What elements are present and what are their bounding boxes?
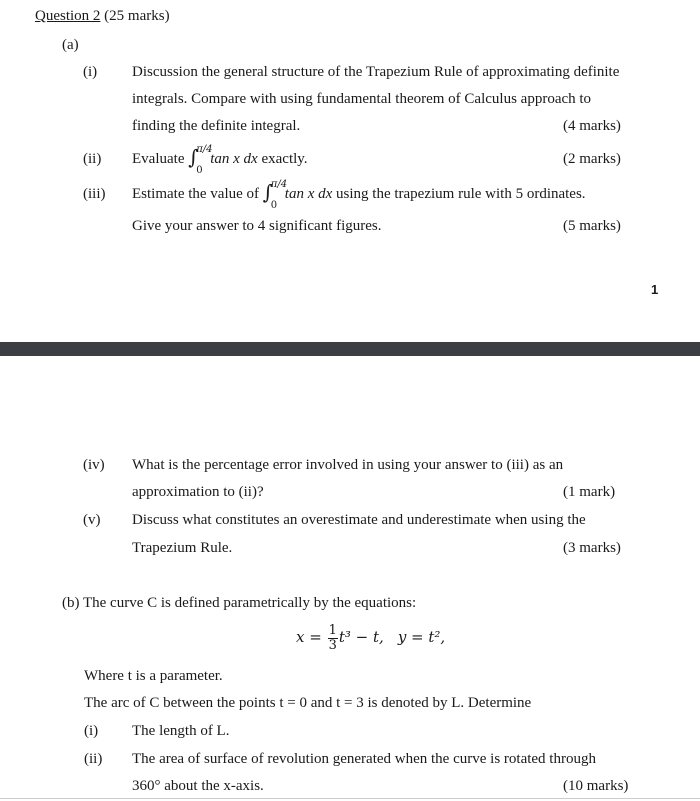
- item-b-ii-marks: (10 marks): [563, 778, 629, 794]
- page-separator: [0, 342, 700, 356]
- x-lhs: x =: [296, 628, 327, 646]
- item-a-ii-before: Evaluate: [132, 151, 189, 167]
- integral-symbol: [262, 178, 288, 211]
- parameter-note: Where t is a parameter.: [84, 668, 223, 684]
- item-a-iii-marks: (5 marks): [563, 218, 621, 234]
- part-b-intro: (b) The curve C is defined parametrically by the equations:: [62, 595, 417, 611]
- item-a-ii-after: exactly.: [257, 151, 308, 167]
- item-a-iii-text: [132, 178, 586, 211]
- item-a-iv-line-1: What is the percentage error involved in using your answer to (iii) as an: [132, 457, 564, 473]
- item-b-ii-number: (ii): [84, 751, 103, 767]
- item-a-i-line-2: integrals. Compare with using fundamental theorem of Calculus approach to: [132, 91, 592, 107]
- part-a-label: (a): [62, 37, 79, 53]
- arc-description: The arc of C between the points t = 0 and t = 3 is denoted by L. Determine: [84, 695, 532, 711]
- item-b-ii-line-1: The area of surface of revolution generated when the curve is rotated through: [132, 751, 596, 767]
- item-a-iv-line-2: approximation to (ii)?: [132, 484, 264, 500]
- y-equation: y = t²,: [397, 628, 446, 646]
- item-b-ii-line-2: 360° about the x-axis.: [132, 778, 264, 794]
- item-a-i-number: (i): [83, 64, 98, 80]
- page-bottom-edge: [0, 798, 700, 799]
- item-a-ii-marks: (2 marks): [563, 151, 621, 167]
- item-a-ii-text: [132, 143, 308, 176]
- item-b-i-number: (i): [84, 723, 99, 739]
- page-number: 1: [651, 282, 659, 297]
- item-a-iii-number: (iii): [83, 186, 106, 202]
- item-b-i-line-1: The length of L.: [132, 723, 230, 739]
- item-a-iv-number: (iv): [83, 457, 105, 473]
- item-a-i-line-3: finding the definite integral.: [132, 118, 301, 134]
- question-title: Question 2: [35, 8, 101, 24]
- integral-lower-limit: 0: [196, 164, 203, 176]
- integral-upper-limit: π/4: [270, 178, 288, 190]
- integrand: tan x dx: [284, 186, 333, 202]
- integral-lower-limit: 0: [270, 199, 278, 211]
- integral-sign: ∫: [188, 144, 199, 169]
- fraction-one-third: [328, 624, 338, 653]
- item-a-iii-line-2: Give your answer to 4 significant figures.: [132, 218, 382, 234]
- item-a-iii-after: using the trapezium rule with 5 ordinates.: [332, 186, 586, 202]
- item-a-i-line-1: Discussion the general structure of the Trapezium Rule of approximating definite: [132, 64, 620, 80]
- fraction-numerator: 1: [328, 622, 337, 638]
- item-a-v-line-2: Trapezium Rule.: [132, 540, 233, 556]
- question-heading: [35, 6, 170, 26]
- x-rhs: t³ − t,: [338, 628, 384, 646]
- integral-symbol: [188, 143, 213, 176]
- item-a-ii-number: (ii): [83, 151, 102, 167]
- item-a-v-line-1: Discuss what constitutes an overestimate and underestimate when using the: [132, 512, 586, 528]
- integral-upper-limit: π/4: [196, 143, 213, 155]
- fraction-denominator: 3: [328, 637, 337, 653]
- integral-sign: ∫: [262, 179, 274, 204]
- parametric-equations: [296, 623, 445, 653]
- item-a-iii-before: Estimate the value of: [132, 186, 263, 202]
- item-a-v-number: (v): [83, 512, 101, 528]
- item-a-i-marks: (4 marks): [563, 118, 621, 134]
- item-a-v-marks: (3 marks): [563, 540, 621, 556]
- question-marks: (25 marks): [100, 8, 170, 24]
- integrand: tan x dx: [210, 151, 258, 167]
- item-a-iv-marks: (1 mark): [563, 484, 616, 500]
